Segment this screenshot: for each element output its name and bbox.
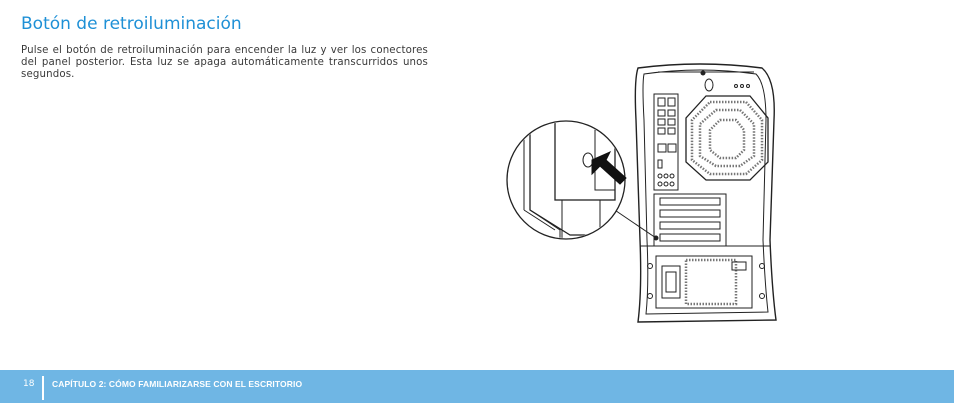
power-button-icon <box>705 79 713 91</box>
expansion-slots <box>654 194 726 246</box>
chapter-title: CAPÍTULO 2: CÓMO FAMILIARIZARSE CON EL ESCRITORIO <box>52 379 303 389</box>
computer-rear-panel-illustration <box>500 60 800 335</box>
zoom-callout <box>507 121 625 239</box>
page-number: 18 <box>23 379 35 389</box>
body-paragraph: Pulse el botón de retroiluminación para encender la luz y ver los conectores del panel posterior. Esta luz se apaga automáticamente transcurridos unos segundos. <box>21 45 428 80</box>
footer-divider <box>42 376 44 400</box>
fan-grille <box>686 96 768 180</box>
page-title: Botón de retroiluminación <box>21 14 242 34</box>
footer-bar <box>0 370 954 403</box>
power-supply <box>656 256 752 308</box>
